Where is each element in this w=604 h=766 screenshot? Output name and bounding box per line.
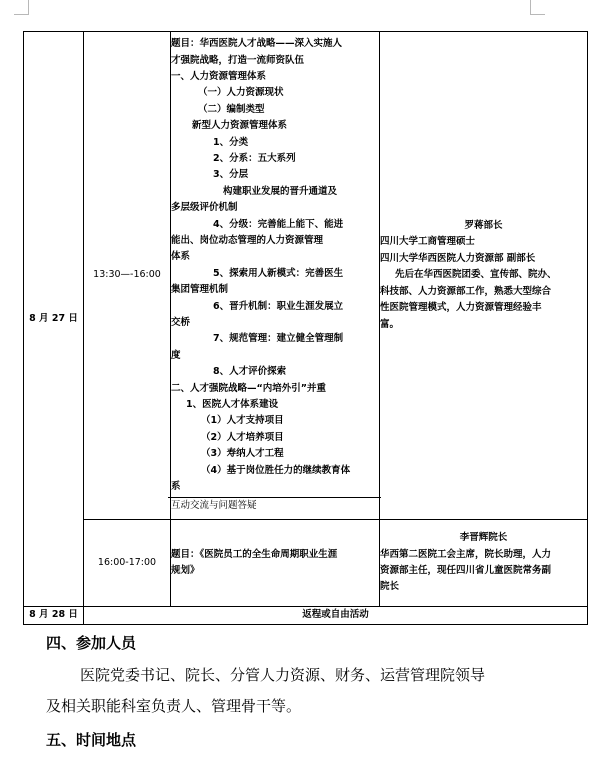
topic-line: 4、分级：完善能上能下、能进 <box>213 218 344 230</box>
date-cell-aug28: 8 月 28 日 <box>24 607 84 625</box>
speaker-line: 华西第二医院工会主席，院长助理，人力 <box>380 548 552 560</box>
topic-line: 集团管理机制 <box>171 284 229 296</box>
time-cell-1330: 13:30—-16:00 <box>84 32 171 520</box>
speaker-line: 四川大学工商管理硕士 <box>380 236 476 248</box>
speaker-line: 先后在华西医院团委、宣传部、院办、 <box>395 269 557 281</box>
topic-line: 2、分系：五大系列 <box>213 152 296 164</box>
topic-line: 新型人力资源管理体系 <box>192 120 288 132</box>
topic-line: 6、晋升机制：职业生涯发展立 <box>213 300 344 312</box>
speaker-line: 四川大学华西医院人力资源部 副部长 <box>380 252 536 264</box>
schedule-table <box>23 31 588 625</box>
topic-line: 7、规范管理：建立健全管理制 <box>213 333 344 345</box>
topic-line: 1、医院人才体系建设 <box>186 399 279 411</box>
topic-line: 交桥 <box>171 317 191 329</box>
topic-line: （1）人才支持项目 <box>201 415 284 427</box>
table-row <box>24 32 588 520</box>
participants-paragraph-line2: 及相关职能科室负责人、管理骨干等。 <box>46 697 302 715</box>
table-row <box>24 520 588 607</box>
topic-line: 多层级评价机制 <box>171 202 238 214</box>
topic-line: 体系 <box>171 251 191 263</box>
speaker-line: 富。 <box>380 318 400 330</box>
topic-line: （3）寿纳人才工程 <box>201 448 284 460</box>
section-heading-participants: 四、参加人员 <box>46 634 137 652</box>
topic-line: 规划》 <box>171 565 200 576</box>
topic-line: 题目：《医院员工的全生命周期职业生涯 <box>171 548 338 560</box>
topic-line: 构建职业发展的晋升通道及 <box>223 185 338 197</box>
topic-line: 5、探索用人新模式：完善医生 <box>213 267 344 279</box>
speaker-line: 性医院管理模式，人力资源管理经验丰 <box>380 302 542 314</box>
topic-line: 能出、岗位动态管理的人力资源管理 <box>171 234 324 246</box>
topic-line: 系 <box>171 481 181 493</box>
topic-line: 度 <box>171 349 181 361</box>
topic-cell-talent-strategy <box>171 32 380 520</box>
topic-line: 题目：华西医院人才战略——深入实施人 <box>171 38 343 50</box>
topic-line: 才强院战略，打造一流师资队伍 <box>171 54 305 66</box>
topic-line: （二）编制类型 <box>198 103 265 115</box>
speaker-name: 李晋辉院长 <box>459 532 508 544</box>
page-corner-mark-right <box>530 0 545 15</box>
time-cell-1600: 16:00-17:00 <box>84 520 171 607</box>
topic-line: （4）基于岗位胜任力的继续教育体 <box>201 464 351 476</box>
speaker-line: 科技部、人力资源部工作，熟悉大型综合 <box>380 285 552 297</box>
topic-line: 一、人力资源管理体系 <box>171 70 267 82</box>
speaker-line: 院长 <box>380 581 400 593</box>
qa-session-label: 互动交流与问题答疑 <box>168 497 381 514</box>
topic-cell-career-planning <box>171 520 380 607</box>
speaker-cell-luo <box>380 32 588 520</box>
topic-line: （一）人力资源现状 <box>198 87 284 99</box>
page-corner-mark-left <box>14 0 29 15</box>
topic-line: 8、人才评价探索 <box>213 366 287 378</box>
activity-cell: 返程或自由活动 <box>84 607 588 625</box>
topic-line: （2）人才培养项目 <box>201 431 284 443</box>
topic-line: 二、人才强院战略—“内培外引”并重 <box>171 382 326 394</box>
table-row <box>24 607 588 625</box>
speaker-name: 罗蒋部长 <box>464 220 503 232</box>
speaker-cell-li <box>380 520 588 607</box>
section-heading-time-place: 五、时间地点 <box>46 731 137 749</box>
topic-line: 1、分类 <box>213 136 249 148</box>
topic-line: 3、分层 <box>213 169 249 181</box>
date-cell-aug27: 8 月 27 日 <box>24 32 84 607</box>
participants-paragraph-line1: 医院党委书记、院长、分管人力资源、财务、运营管理院领导 <box>80 666 486 684</box>
speaker-line: 资源部主任，现任四川省儿童医院常务副 <box>380 565 552 576</box>
